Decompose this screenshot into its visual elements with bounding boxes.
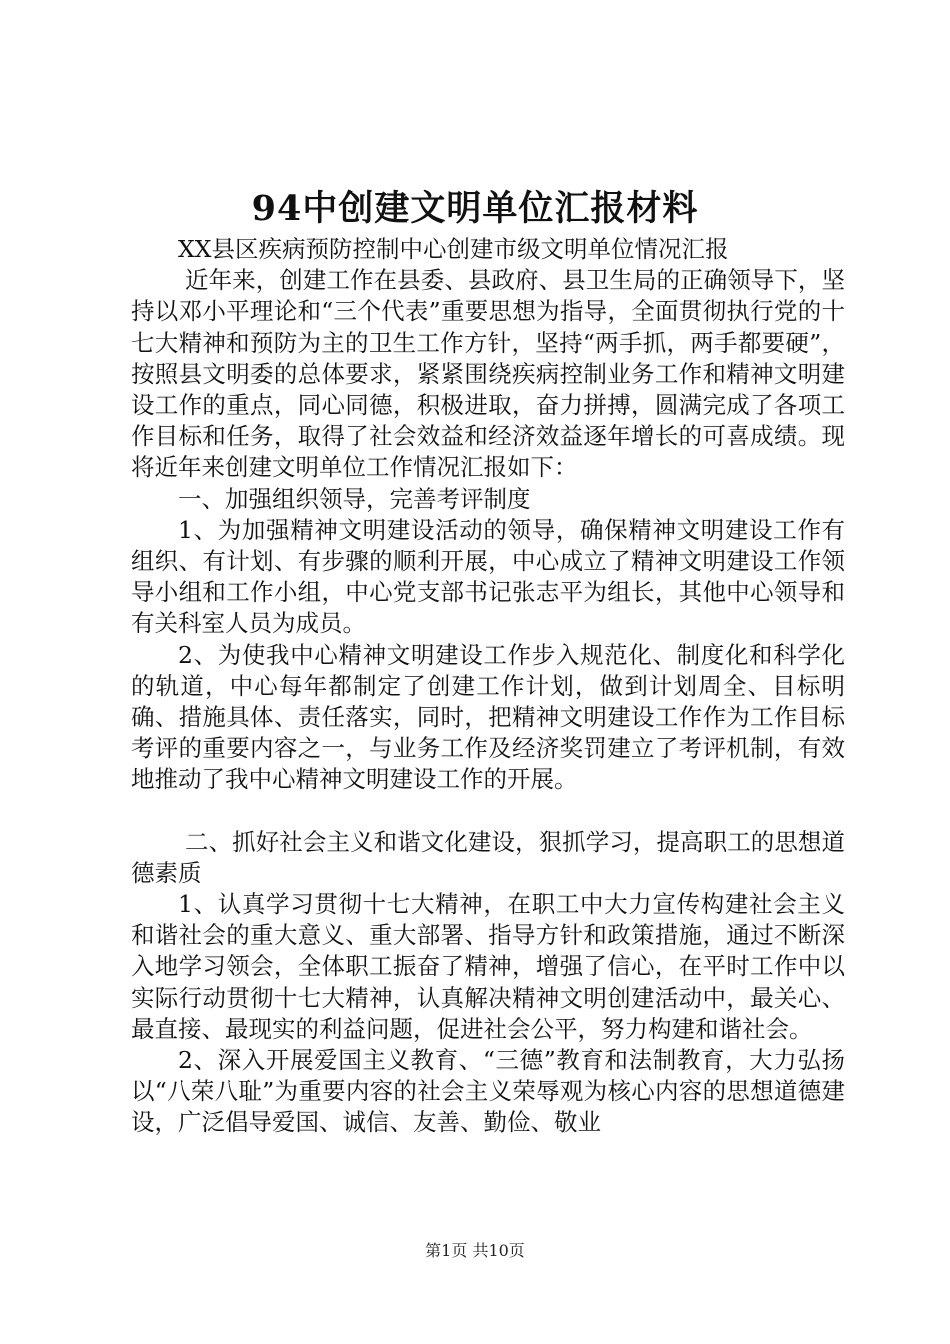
paragraph-gap [131, 796, 845, 827]
section-heading-2: 二、抓好社会主义和谐文化建设，狠抓学习，提高职工的思想道德素质 [131, 827, 845, 887]
intro-paragraph: 近年来，创建工作在县委、县政府、县卫生局的正确领导下，坚持以邓小平理论和“三个代表”重要思想为指导，全面贯彻执行党的十七大精神和预防为主的卫生工作方针，坚持“两手抓，两手都要硬”，按照县文明委的总体要求，紧紧围绕疾病控制业务工作和精神文明建设工作的重点，同心同德，积极进取，奋力拼搏，圆满完成了各项工作目标和任务，取得了社会效益和经济效益逐年增长的可喜成绩。现将近年来创建文明单位工作情况汇报如下： [131, 266, 845, 482]
section-heading-1: 一、加强组织领导，完善考评制度 [178, 484, 531, 513]
section-1-item-1: 1、为加强精神文明建设活动的领导，确保精神文明建设工作有组织、有计划、有步骤的顺利开展，中心成立了精神文明建设工作领导小组和工作小组，中心党支部书记张志平为组长，其他中心领导和有关科室人员为成员。 [131, 515, 845, 638]
document-body [131, 234, 845, 1139]
page-footer: 第1页 共10页 [425, 1241, 525, 1260]
section-2-item-1: 1、认真学习贯彻十七大精神，在职工中大力宣传构建社会主义和谐社会的重大意义、重大部署、指导方针和政策措施，通过不断深入地学习领会，全体职工振奋了精神，增强了信心，在平时工作中以实际行动贯彻十七大精神，认真解决精神文明创建活动中，最关心、最直接、最现实的利益问题，促进社会公平，努力构建和谐社会。 [131, 890, 845, 1043]
section-2-item-2: 2、深入开展爱国主义教育、“三德”教育和法制教育，大力弘扬以“八荣八耻”为重要内容的社会主义荣辱观为核心内容的思想道德建设，广泛倡导爱国、诚信、友善、勤俭、敬业 [131, 1046, 845, 1137]
document-title: 94中创建文明单位汇报材料 [251, 188, 699, 229]
section-1-item-2: 2、为使我中心精神文明建设工作步入规范化、制度化和科学化的轨道，中心每年都制定了创建工作计划，做到计划周全、目标明确、措施具体、责任落实，同时，把精神文明建设工作作为工作目标考评的重要内容之一，与业务工作及经济奖罚建立了考评机制，有效地推动了我中心精神文明建设工作的开展。 [131, 640, 845, 794]
subtitle-paragraph: XX县区疾病预防控制中心创建市级文明单位情况汇报 [178, 235, 729, 263]
